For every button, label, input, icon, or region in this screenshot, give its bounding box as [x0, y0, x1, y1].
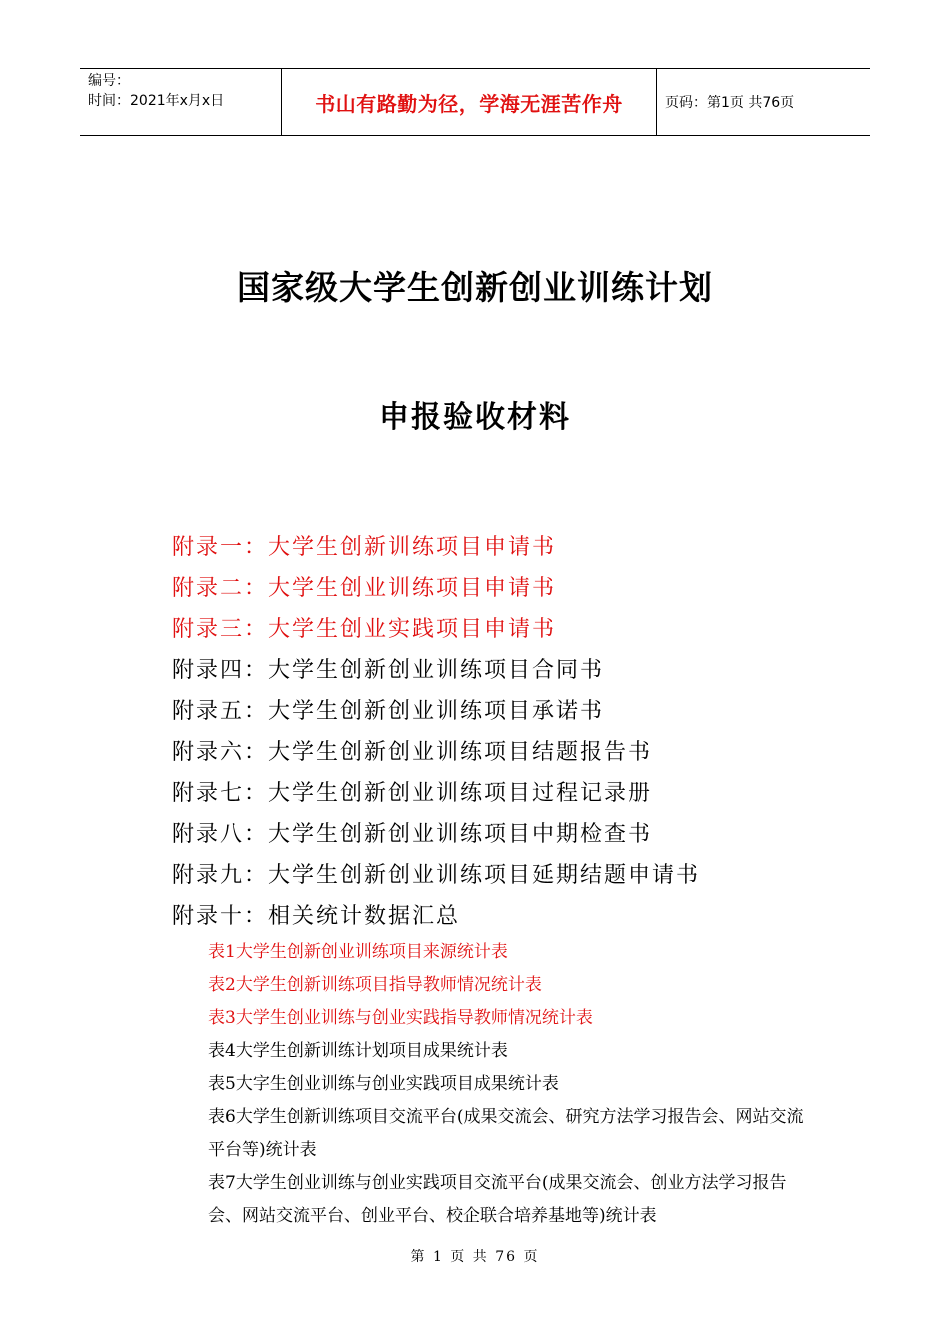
- appendix-item: 附录八：大学生创新创业训练项目中期检查书: [172, 822, 653, 847]
- header-page-info: 页码：第1页 共76页: [665, 95, 795, 111]
- statistics-table-item: 表6大学生创新训练项目交流平台(成果交流会、研究方法学习报告会、网站交流平台等)统计表: [208, 1107, 804, 1160]
- header-meta: [80, 69, 282, 135]
- statistics-table-item: 表4大学生创新训练计划项目成果统计表: [208, 1041, 508, 1061]
- appendix-list: [172, 530, 700, 940]
- statistics-table-item: 表7大学生创业训练与创业实践项目交流平台(成果交流会、创业方法学习报告会、网站交流平台、创业平台、校企联合培养基地等)统计表: [208, 1173, 787, 1226]
- appendix-item: 附录一：大学生创新训练项目申请书: [172, 535, 557, 560]
- document-time-label: 时间：2021年x月x日: [88, 93, 225, 109]
- document-title: 国家级大学生创新创业训练计划: [237, 268, 713, 307]
- page-footer: 第 1 页 共 76 页: [410, 1249, 540, 1265]
- document-subtitle: 申报验收材料: [379, 400, 571, 435]
- appendix-item: 附录二：大学生创业训练项目申请书: [172, 576, 557, 601]
- statistics-table-item: 表3大学生创业训练与创业实践指导教师情况统计表: [208, 1008, 593, 1028]
- statistics-table-item: 表5大字生创业训练与创业实践项目成果统计表: [208, 1074, 559, 1094]
- appendix-item: 附录五：大学生创新创业训练项目承诺书: [172, 699, 605, 724]
- appendix-item: 附录十：相关统计数据汇总: [172, 904, 461, 929]
- statistics-table-item: 表2大学生创新训练项目指导教师情况统计表: [208, 975, 542, 995]
- appendix-item: 附录九：大学生创新创业训练项目延期结题申请书: [172, 863, 701, 888]
- document-number-label: 编号：: [88, 73, 130, 89]
- appendix-item: 附录七：大学生创新创业训练项目过程记录册: [172, 781, 653, 806]
- statistics-table-list: [168, 936, 818, 1233]
- statistics-table-item: 表1大学生创新创业训练项目来源统计表: [208, 942, 508, 962]
- header-motto: 书山有路勤为径，学海无涯苦作舟: [282, 69, 657, 135]
- appendix-item: 附录四：大学生创新创业训练项目合同书: [172, 658, 605, 683]
- appendix-item: 附录三：大学生创业实践项目申请书: [172, 617, 557, 642]
- appendix-item: 附录六：大学生创新创业训练项目结题报告书: [172, 740, 653, 765]
- page-header: [80, 68, 870, 136]
